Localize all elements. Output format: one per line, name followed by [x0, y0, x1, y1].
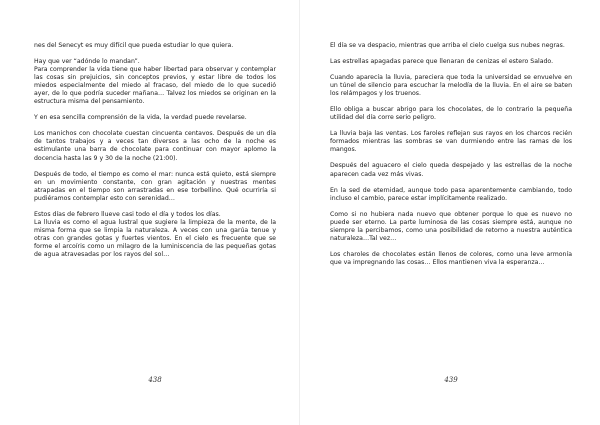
paragraph: Después del aguacero el cielo queda despejado y las estrellas de la noche aparecen cada vez más vivas.	[330, 162, 572, 178]
paragraph: Después de todo, el tiempo es como el mar: nunca está quieto, está siempre en un movimiento constante, con gran agitación y nuestras mentes atrapadas en el tiempo son arrastradas en ese torbellino. Qué ocurriría si pudiéramos contemplar esto con serenidad…	[34, 170, 276, 202]
page-number: 438	[148, 376, 162, 384]
page-number: 439	[444, 376, 458, 384]
paragraph: Estos días de febrero llueve casi todo el día y todos los días.	[34, 210, 221, 218]
paragraph: Como si no hubiera nada nuevo que obtener porque lo que es nuevo no puede ser eterno. La parte luminosa de las cosas siempre está, aunque no siempre la percibamos, como una posibilidad de retorno a nuestra auténtica naturaleza…Tal vez…	[330, 210, 572, 242]
paragraph: El día se va despacio, mientras que arriba el cielo cuelga sus nubes negras.	[330, 42, 565, 49]
paragraph: La lluvia es como el agua lustral que sugiere la limpieza de la mente, de la misma forma que se limpia la naturaleza. A veces con una garúa tenue y otras con grandes gotas y fuertes vientos. En el cielo es frecuente que se forme el arcoíris como un milagro de la luminiscencia de las pequeñas gotas de agua atravesadas por los rayos del sol…	[34, 218, 276, 258]
paragraph: Y en esa sencilla comprensión de la vida, la verdad puede revelarse.	[34, 114, 247, 122]
paragraph: La lluvia baja las ventas. Los faroles reflejan sus rayos en los charcos recién formados mientras las sombras se van durmiendo entre las ramas de los mangos.	[330, 130, 572, 154]
paragraph: nes del Senecyt es muy difícil que pueda estudiar lo que quiera.	[34, 42, 234, 49]
paragraph: En la sed de eternidad, aunque todo pasa aparentemente cambiando, todo incluso el cambio, parece estar implícitamente realizado.	[330, 186, 572, 202]
paragraph: Ello obliga a buscar abrigo para los chocolates, de lo contrario la pequeña utilidad del día corre serio peligro.	[330, 106, 572, 122]
left-page-text	[34, 42, 276, 267]
paragraph: Hay que ver “adónde lo mandan”.	[34, 58, 140, 66]
paragraph: Cuando aparecía la lluvia, pareciera que toda la universidad se envuelve en un túnel de silencio para escuchar la melodía de la lluvia. En el aire se baten los relámpagos y los truenos.	[330, 74, 572, 98]
paragraph: Los charoles de chocolates están llenos de colores, como una leve armonía que va impregnando las cosas… Ellos mantienen viva la esperanza…	[330, 250, 572, 266]
right-page	[300, 0, 600, 425]
paragraph: Para comprender la vida tiene que haber libertad para observar y contemplar las cosas sin prejuicios, sin conceptos previos, y estar libre de todos los miedos especialmente del miedo al fracaso, del miedo de lo que sucedió ayer, de lo que podría suceder mañana… Talvez los miedos se originan en la estructura misma del pensamiento.	[34, 66, 276, 106]
paragraph: Los manichos con chocolate cuestan cincuenta centavos. Después de un día de tantos trabajos y a veces tan diversos a las ocho de la noche es estimulante una barra de chocolate para continuar con mayor aplomo la docencia hasta las 9 y 30 de la noche (21:00).	[34, 130, 276, 162]
paragraph: Las estrellas apagadas parece que llenaran de cenizas el estero Salado.	[330, 58, 554, 66]
right-page-text	[330, 42, 572, 275]
